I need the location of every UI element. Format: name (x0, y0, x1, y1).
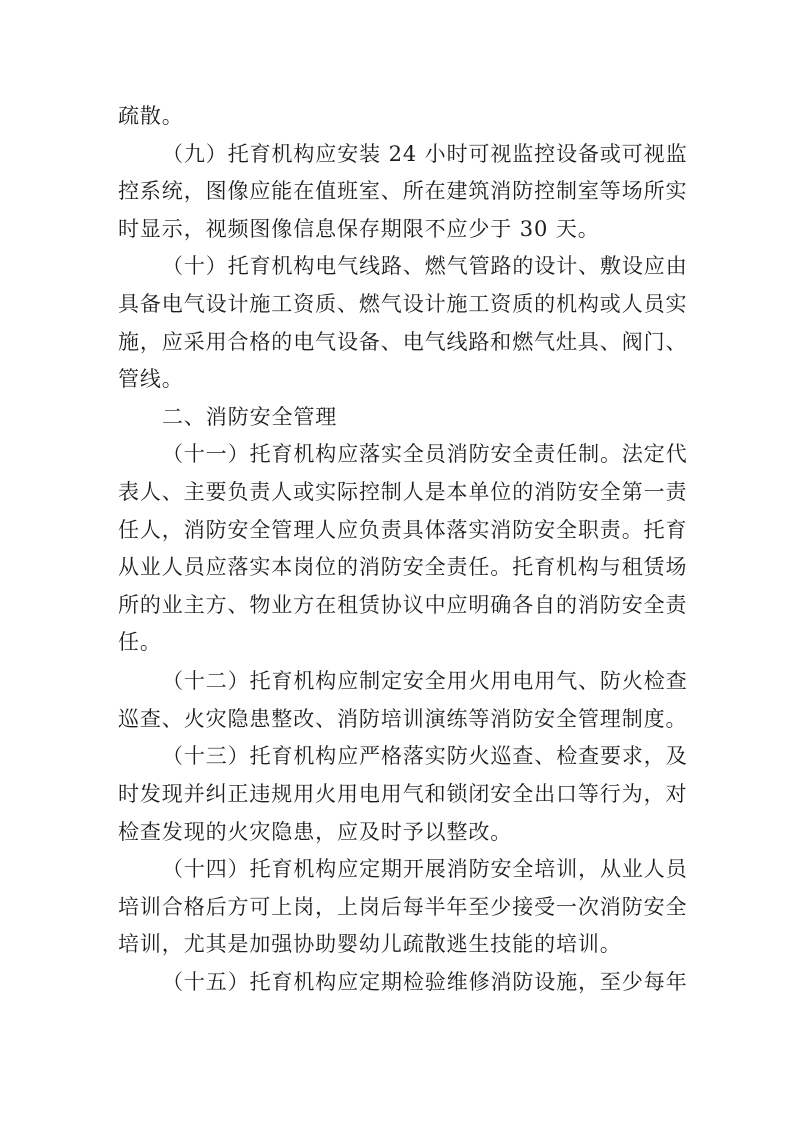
text-line: 施，应采用合格的电气设备、电气线路和燃气灶具、阀门、 (118, 329, 688, 354)
text-line: 所的业主方、物业方在租赁协议中应明确各自的消防安全责 (118, 592, 688, 617)
text-line: 培训，尤其是加强协助婴幼儿疏散逃生技能的培训。 (118, 932, 622, 957)
text-line: 从业人员应落实本岗位的消防安全责任。托育机构与租赁场 (118, 555, 688, 580)
text-line: 检查发现的火灾隐患，应及时予以整改。 (118, 819, 513, 844)
paragraph-start-10: （十）托育机构电气线路、燃气管路的设计、敷设应由 (162, 254, 688, 279)
text-line: 控系统，图像应能在值班室、所在建筑消防控制室等场所实 (118, 179, 688, 204)
text-line: 时发现并纠正违规用火用电用气和锁闭安全出口等行为，对 (118, 782, 688, 807)
text-line: 具备电气设计施工资质、燃气设计施工资质的机构或人员实 (118, 291, 688, 316)
paragraph-start-12: （十二）托育机构应制定安全用火用电用气、防火检查 (162, 669, 688, 694)
text-line: 任。 (118, 630, 162, 655)
paragraph-start-9: （九）托育机构应安装 24 小时可视监控设备或可视监 (162, 141, 688, 166)
text-line: 时显示，视频图像信息保存期限不应少于 30 天。 (118, 216, 600, 241)
section-heading: 二、消防安全管理 (162, 404, 338, 429)
paragraph-start-15: （十五）托育机构应定期检验维修消防设施，至少每年 (162, 970, 688, 995)
paragraph-start-11: （十一）托育机构应落实全员消防安全责任制。法定代 (162, 442, 688, 467)
text-line: 管线。 (118, 367, 184, 392)
text-line: 培训合格后方可上岗，上岗后每半年至少接受一次消防安全 (118, 894, 688, 919)
text-line: 任人，消防安全管理人应负责具体落实消防安全职责。托育 (118, 517, 688, 542)
paragraph-start-14: （十四）托育机构应定期开展消防安全培训，从业人员 (162, 857, 688, 882)
text-line: 表人、主要负责人或实际控制人是本单位的消防安全第一责 (118, 479, 688, 504)
text-line: 巡查、火灾隐患整改、消防培训演练等消防安全管理制度。 (118, 706, 688, 731)
paragraph-start-13: （十三）托育机构应严格落实防火巡查、检查要求，及 (162, 744, 688, 769)
text-line: 疏散。 (118, 104, 184, 128)
